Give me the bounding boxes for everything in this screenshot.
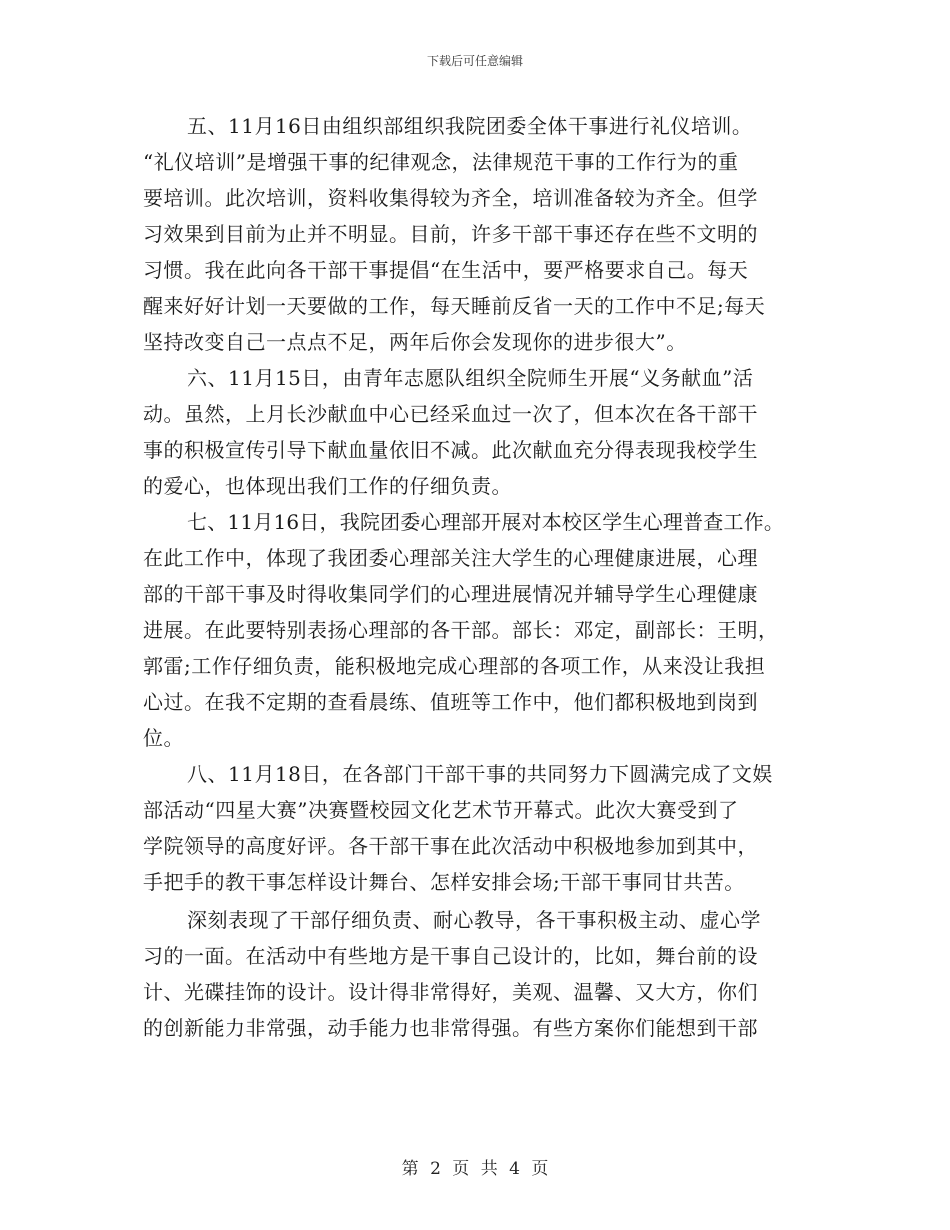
text-line: 计、光碟挂饰的设计。设计得非常得好，美观、温馨、又大方，你们 — [143, 980, 758, 1004]
text-line: 七、11月16日，我院团委心理部开展对本校区学生心理普查工作。 — [187, 510, 785, 534]
text-line: 五、11月16日由组织部组织我院团委全体干事进行礼仪培训。 — [187, 114, 753, 138]
text-line: 心过。在我不定期的查看晨练、值班等工作中，他们都积极地到岗到 — [143, 690, 758, 714]
text-line: 深刻表现了干部仔细负责、耐心教导，各干事积极主动、虚心学 — [187, 908, 761, 932]
paragraph — [143, 902, 803, 1046]
text-line: 动。虽然，上月长沙献血中心已经采血过一次了，但本次在各干部干 — [143, 402, 758, 426]
text-line: 在此工作中，体现了我团委心理部关注大学生的心理健康进展，心理 — [143, 546, 758, 570]
text-line: 习效果到目前为止并不明显。目前，许多干部干事还存在些不文明的 — [143, 222, 758, 246]
text-line: 坚持改变自己一点点不足，两年后你会发现你的进步很大”。 — [143, 330, 687, 354]
text-line: 六、11月15日，由青年志愿队组织全院师生开展“义务献血”活 — [187, 366, 754, 390]
text-line: 位。 — [143, 726, 184, 750]
text-line: 醒来好好计划一天要做的工作，每天睡前反省一天的工作中不足;每天 — [143, 294, 766, 318]
text-line: 习的一面。在活动中有些地方是干事自己设计的，比如，舞台前的设 — [143, 944, 758, 968]
text-line: 事的积极宣传引导下献血量依旧不减。此次献血充分得表现我校学生 — [143, 438, 758, 462]
text-line: 八、11月18日，在各部门干部干事的共同努力下圆满完成了文娱 — [187, 762, 773, 786]
text-line: 的创新能力非常强，动手能力也非常得强。有些方案你们能想到干部 — [143, 1016, 758, 1040]
text-line: “礼仪培训”是增强干事的纪律观念，法律规范干事的工作行为的重 — [143, 150, 739, 174]
paragraph — [143, 504, 803, 756]
page-header: 下载后可任意编辑 — [426, 54, 523, 68]
page-footer: 第 2 页 共 4 页 — [401, 1159, 549, 1179]
text-line: 手把手的教干事怎样设计舞台、怎样安排会场;干部干事同甘共苦。 — [143, 870, 745, 894]
text-line: 进展。在此要特别表扬心理部的各干部。部长：邓定，副部长：王明， — [143, 618, 779, 642]
paragraph — [143, 108, 803, 360]
document-body — [143, 108, 803, 1046]
text-line: 的爱心，也体现出我们工作的仔细负责。 — [143, 474, 512, 498]
text-line: 部的干部干事及时得收集同学们的心理进展情况并辅导学生心理健康 — [143, 582, 758, 606]
text-line: 要培训。此次培训，资料收集得较为齐全，培训准备较为齐全。但学 — [143, 186, 758, 210]
paragraph — [143, 756, 803, 900]
text-line: 郭雷;工作仔细负责，能积极地完成心理部的各项工作，从来没让我担 — [143, 654, 766, 678]
text-line: 部活动“四星大赛”决赛暨校园文化艺术节开幕式。此次大赛受到了 — [143, 798, 739, 822]
text-line: 学院领导的高度好评。各干部干事在此次活动中积极地参加到其中， — [143, 834, 758, 858]
paragraph — [143, 360, 803, 504]
text-line: 习惯。我在此向各干部干事提倡“在生活中，要严格要求自己。每天 — [143, 258, 749, 282]
